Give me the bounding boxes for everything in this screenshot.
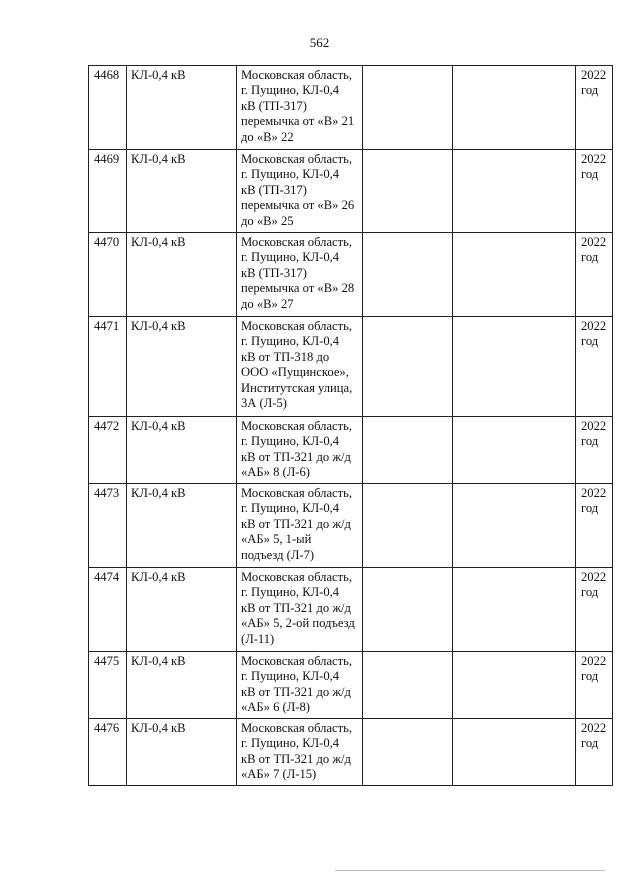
registry-table [88, 65, 613, 786]
row-number: 4470 [89, 233, 127, 317]
line-address: Московская область, г. Пущино, КЛ-0,4 кВ (ТП-317) перемычка от «В» 28 до «В» 27 [237, 233, 363, 317]
line-type: КЛ-0,4 кВ [127, 150, 237, 233]
commissioning-year: 2022 год [576, 652, 613, 719]
line-type: КЛ-0,4 кВ [127, 719, 237, 786]
empty-cell [363, 652, 453, 719]
line-address: Московская область, г. Пущино, КЛ-0,4 кВ от ТП-321 до ж/д «АБ» 7 (Л-15) [237, 719, 363, 786]
commissioning-year: 2022 год [576, 233, 613, 317]
table-row [89, 484, 613, 568]
commissioning-year: 2022 год [576, 150, 613, 233]
empty-cell [453, 317, 576, 417]
table-row [89, 652, 613, 719]
empty-cell [363, 719, 453, 786]
line-type: КЛ-0,4 кВ [127, 66, 237, 150]
row-number: 4471 [89, 317, 127, 417]
empty-cell [363, 66, 453, 150]
row-number: 4473 [89, 484, 127, 568]
row-number: 4468 [89, 66, 127, 150]
empty-cell [453, 652, 576, 719]
empty-cell [363, 150, 453, 233]
table-row [89, 317, 613, 417]
table-row [89, 719, 613, 786]
line-type: КЛ-0,4 кВ [127, 484, 237, 568]
empty-cell [453, 719, 576, 786]
line-type: КЛ-0,4 кВ [127, 417, 237, 484]
commissioning-year: 2022 год [576, 317, 613, 417]
empty-cell [453, 484, 576, 568]
commissioning-year: 2022 год [576, 417, 613, 484]
empty-cell [363, 568, 453, 652]
line-address: Московская область, г. Пущино, КЛ-0,4 кВ от ТП-321 до ж/д «АБ» 5, 1-ый подъезд (Л-7) [237, 484, 363, 568]
commissioning-year: 2022 год [576, 66, 613, 150]
empty-cell [453, 568, 576, 652]
line-address: Московская область, г. Пущино, КЛ-0,4 кВ от ТП-321 до ж/д «АБ» 5, 2-ой подъезд (Л-11) [237, 568, 363, 652]
row-number: 4469 [89, 150, 127, 233]
line-address: Московская область, г. Пущино, КЛ-0,4 кВ от ТП-321 до ж/д «АБ» 6 (Л-8) [237, 652, 363, 719]
table-row [89, 233, 613, 317]
row-number: 4474 [89, 568, 127, 652]
line-address: Московская область, г. Пущино, КЛ-0,4 кВ от ТП-321 до ж/д «АБ» 8 (Л-6) [237, 417, 363, 484]
page-number: 562 [309, 35, 330, 50]
commissioning-year: 2022 год [576, 568, 613, 652]
row-number: 4476 [89, 719, 127, 786]
line-type: КЛ-0,4 кВ [127, 233, 237, 317]
empty-cell [453, 417, 576, 484]
table-row [89, 66, 613, 150]
line-address: Московская область, г. Пущино, КЛ-0,4 кВ от ТП-318 до ООО «Пущинское», Институтская улица, 3А (Л-5) [237, 317, 363, 417]
empty-cell [363, 484, 453, 568]
line-type: КЛ-0,4 кВ [127, 317, 237, 417]
table-row [89, 150, 613, 233]
row-number: 4475 [89, 652, 127, 719]
line-address: Московская область, г. Пущино, КЛ-0,4 кВ (ТП-317) перемычка от «В» 26 до «В» 25 [237, 150, 363, 233]
empty-cell [363, 317, 453, 417]
empty-cell [453, 66, 576, 150]
registry-table-body [89, 66, 613, 786]
table-row [89, 417, 613, 484]
table-row [89, 568, 613, 652]
line-type: КЛ-0,4 кВ [127, 652, 237, 719]
empty-cell [453, 150, 576, 233]
commissioning-year: 2022 год [576, 484, 613, 568]
empty-cell [363, 417, 453, 484]
footer-rule [335, 870, 605, 871]
empty-cell [363, 233, 453, 317]
row-number: 4472 [89, 417, 127, 484]
empty-cell [453, 233, 576, 317]
commissioning-year: 2022 год [576, 719, 613, 786]
line-type: КЛ-0,4 кВ [127, 568, 237, 652]
line-address: Московская область, г. Пущино, КЛ-0,4 кВ (ТП-317) перемычка от «В» 21 до «В» 22 [237, 66, 363, 150]
